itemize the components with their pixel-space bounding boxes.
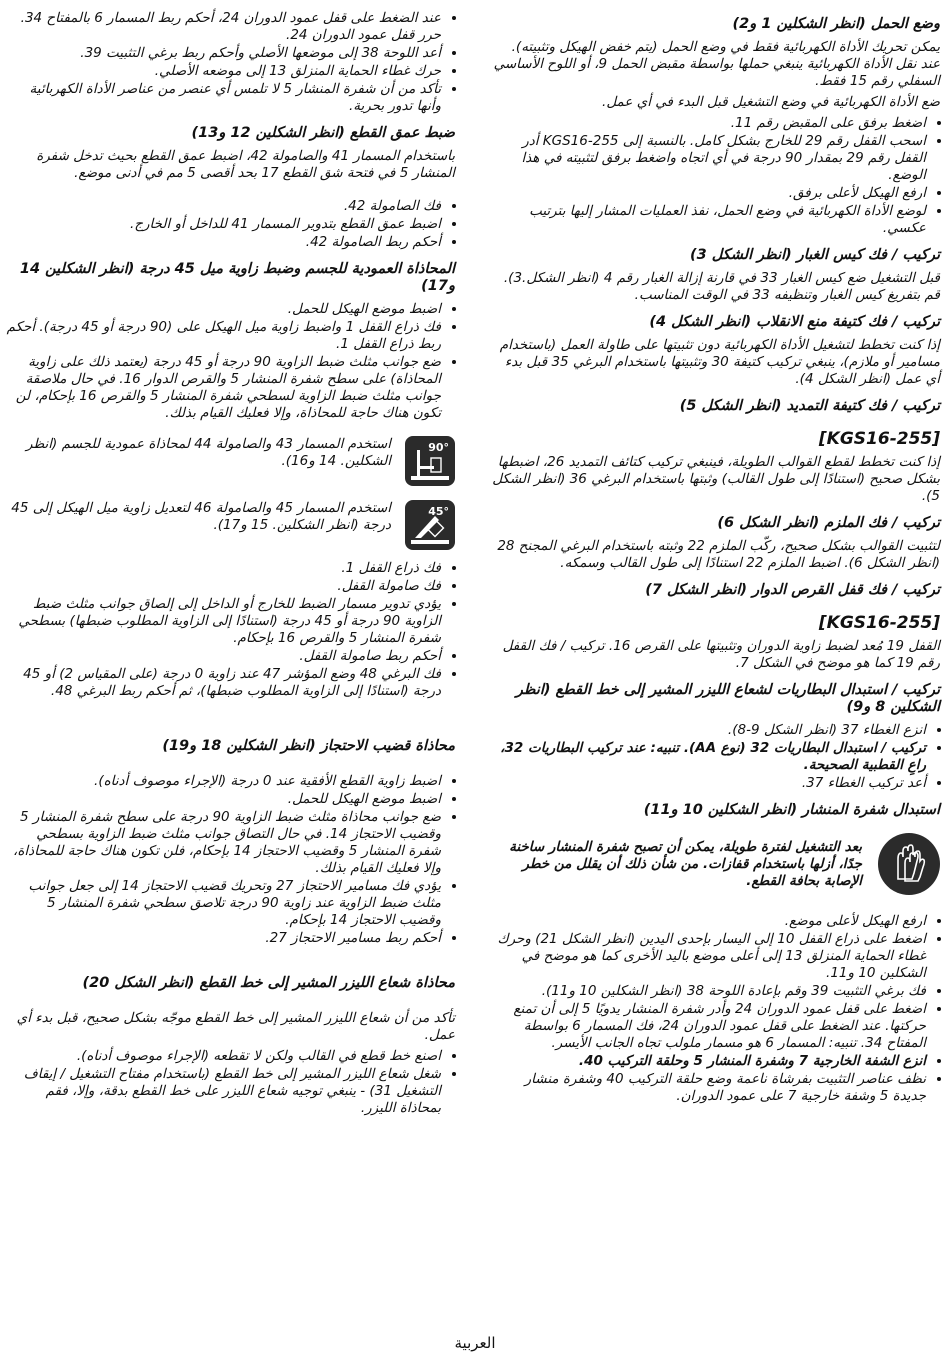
section-title-laser-alignment: محاذاة شعاع الليزر المشير إلى خط القطع (انظر الشكل 20) <box>82 975 455 991</box>
square-45-icon <box>405 500 455 550</box>
left-column <box>5 6 455 1123</box>
bullet-list <box>5 773 455 947</box>
section-title-transport: وضع الحمل (انظر الشكلين 1 و2) <box>732 16 940 32</box>
list-item: • لوضع الأداة الكهربائية في وضع الحمل، نفذ العمليات المشار إليها بترتيب عكسي. <box>490 203 926 237</box>
icon-label: 90° <box>428 441 449 454</box>
model-label: [KGS16-255] <box>818 429 940 449</box>
list-item: • فك ذراع القفل 1 واضبط زاوية ميل الهيكل على (90 درجة أو 45 درجة). أحكم ربط ذراع القفل 1. <box>5 319 441 353</box>
list-item: • نظف عناصر التثبيت بفرشاة ناعمة وضع حلقة التركيب 40 وشفرة منشار جديدة 5 وشفة خارجية 7 على عمود الدوران. <box>490 1071 926 1105</box>
list-item: • تركيب / استبدال البطاريات 32 (نوع AA). تنبيه: عند تركيب البطاريات 32، راعِ القطبية الصحيحة. <box>490 740 926 774</box>
section-title-turntable-lock: تركيب / فك قفل القرص الدوار (انظر الشكل 7) <box>645 582 940 598</box>
paragraph: باستخدام المسمار 41 والصامولة 42، اضبط عمق القطع بحيث تدخل شفرة المنشار 5 في فتحة شق القطع 17 بحد أقصى 5 مم في أدنى موضع. <box>36 148 455 181</box>
list-item: • أعد تركيب الغطاء 37. <box>490 775 926 792</box>
list-item: • عند الضغط على قفل عمود الدوران 24، أحكم ربط المسمار 6 بالمفتاح 34. حرر قفل عمود الدوران 24. <box>5 10 441 44</box>
list-item: • اصنع خط قطع في القالب ولكن لا تقطعه (الإجراء موصوف أدناه). <box>5 1048 441 1065</box>
bullet-list <box>5 198 455 251</box>
list-item: • أعد اللوحة 38 إلى موضعها الأصلي وأحكم ربط برغي التثبيت 39. <box>5 45 441 62</box>
list-item: • اضغط برفق على المقبض رقم 11. <box>490 115 926 132</box>
paragraph: قبل التشغيل ضع كيس الغبار 33 في قارنة إزالة الغبار رقم 4 (انظر الشكل.3). قم بتفريغ كيس الغبار وتنظيفه 33 في الوقت المناسب. <box>503 270 940 303</box>
right-column <box>490 6 940 1111</box>
model-label: [KGS16-255] <box>818 613 940 633</box>
section-title-fence-alignment: محاذاة قضيب الاحتجاز (انظر الشكلين 18 و19) <box>162 738 455 754</box>
list-item: • حرك غطاء الحماية المنزلق 13 إلى موضعه الأصلي. <box>5 63 441 80</box>
bullet-list <box>490 722 940 792</box>
section-title-extension: تركيب / فك كتيفة التمديد (انظر الشكل 5) <box>679 398 940 414</box>
bullet-list <box>5 560 455 700</box>
list-item: • فك برغي التثبيت 39 وقم بإعادة اللوحة 38 (انظر الشكلين 10 و11). <box>490 983 926 1000</box>
square-90-icon <box>405 436 455 486</box>
list-item: • انزع الشفة الخارجية 7 وشفرة المنشار 5 وحلقة التركيب 40. <box>490 1053 926 1070</box>
list-item: • اضبط موضع الهيكل للحمل. <box>5 791 441 808</box>
list-item: • فك صامولة القفل. <box>5 578 441 595</box>
list-item: • اضغط على قفل عمود الدوران 24 وأدر شفرة المنشار يدويًا 5 إلى أن تمنع حركتها. عند الضغط على قفل عمود الدوران 24، فك المسمار 6 بواسطة المفتاح 34. تنبيه: المسمار 6 هو مسمار ملولب تجاه الجانب الأيسر. <box>490 1001 926 1052</box>
section-title-clamp: تركيب / فك الملزم (انظر الشكل 6) <box>717 515 940 531</box>
list-item: • يؤدي فك مسامير الاحتجاز 27 وتحريك قضيب الاحتجاز 14 إلى جعل جوانب مثلث ضبط الزاوية عند زاوية 90 درجة تلاصق سطحي شفرة المنشار 5 وقضيب الاحتجاز 14 بإحكام. <box>5 878 441 929</box>
section-title-dust-bag: تركيب / فك كيس الغبار (انظر الشكل 3) <box>689 247 940 263</box>
list-item: • ارفع الهيكل لأعلى برفق. <box>490 185 926 202</box>
section-title-cut-depth: ضبط عمق القطع (انظر الشكلين 12 و13) <box>191 125 455 141</box>
list-item: • أحكم ربط الصامولة 42. <box>5 234 441 251</box>
list-item: • تأكد من أن شفرة المنشار 5 لا تلمس أي عنصر من عناصر الأداة الكهربائية وأنها تدور بحرية. <box>5 81 441 115</box>
list-item: • شغل شعاع الليزر المشير إلى خط القطع (باستخدام مفتاح التشغيل / إيقاف التشغيل 31) - ينبغي توجيه شعاع الليزر على خط القطع بدقة، وإلا، فقم بمحاذاة الليزر. <box>5 1066 441 1117</box>
icon-label: 45° <box>428 505 449 518</box>
paragraph: لتثبيت القوالب بشكل صحيح، ركّب الملزم 22 وثبته باستخدام البرغي المجنح 28 (انظر الشكل 6). اضبط الملزم 22 استنادًا إلى طول القالب وسمكه. <box>497 538 940 571</box>
bullet-list <box>5 10 455 115</box>
list-item: • أحكم ربط صامولة القفل. <box>5 648 441 665</box>
icon-row-90 <box>5 436 455 486</box>
section-title-anti-tip: تركيب / فك كتيفة منع الانقلاب (انظر الشكل 4) <box>649 314 940 330</box>
list-item: • أحكم ربط مسامير الاحتجاز 27. <box>5 930 441 947</box>
paragraph: القفل 19 مُعد لضبط زاوية الدوران وتثبيتها على القرص 16. تركيب / فك القفل رقم 19 كما هو موضح في الشكل 7. <box>502 638 940 671</box>
list-item: • ضع جوانب محاذاة مثلث ضبط الزاوية 90 درجة على سطح شفرة المنشار 5 وقضيب الاحتجاز 14. في حال التصاق جوانب مثلث ضبط الزاوية بسطحي شفرة المنشار 5 وقضيب الاحتجاز 14 بإحكام، فلن تكون هناك حاجة للمحاذاة، وإلا فعليك القيام بذلك. <box>5 809 441 877</box>
list-item: • فك الصامولة 42. <box>5 198 441 215</box>
warning-block <box>490 833 940 895</box>
bullet-list <box>490 913 940 1105</box>
bullet-list <box>5 1048 455 1117</box>
paragraph: إذا كنت تخطط لتشغيل الأداة الكهربائية دون تثبيتها على طاولة العمل (باستخدام مسامير أو ملازم)، ينبغي تركيب كتيفة 30 وتثبيتها باستخدام البرغي 35 قبل بدء أي عمل (انظر الشكل 4). <box>499 337 940 387</box>
paragraph: تأكد من أن شعاع الليزر المشير إلى خط القطع موجّه بشكل صحيح، قبل بدء أي عمل. <box>16 1010 455 1043</box>
list-item: • اضبط زاوية القطع الأفقية عند 0 درجة (الإجراء موصوف أدناه). <box>5 773 441 790</box>
icon-text: استخدم المسمار 43 والصامولة 44 لمحاذاة عمودية للجسم (انظر الشكلين. 14 و16). <box>26 436 391 469</box>
paragraph: يمكن تحريك الأداة الكهربائية فقط في وضع الحمل (يتم خفض الهيكل وتثبيته). عند نقل الأداة الكهربائية ينبغي حملها بواسطة مقبض الحمل 9، أو اللوح الأساسي السفلي رقم 15 فقط. <box>493 39 940 89</box>
section-title-blade-replacement: استبدال شفرة المنشار (انظر الشكلين 10 و11) <box>643 802 940 818</box>
icon-row-45 <box>5 500 455 550</box>
list-item: • يؤدي تدوير مسمار الضبط للخارج أو الداخل إلى إلصاق جوانب مثلث ضبط الزاوية 90 درجة أو 45 درجة (استنادًا إلى الزاوية المطلوب ضبطها) بسطحي شفرة المنشار 5 والقرص 16 بإحكام. <box>5 596 441 647</box>
list-item: • فك البرغي 48 وضع المؤشر 47 عند زاوية 0 درجة (على المقياس 2) أو 45 درجة (استنادًا إلى الزاوية المطلوب ضبطها)، ثم أحكم ربط البرغي 48. <box>5 666 441 700</box>
paragraph: إذا كنت تخطط لقطع القوالب الطويلة، فينبغي تركيب كتائف التمديد 26، اضبطها بشكل صحيح (استنادًا إلى طول القالب) وثبتها باستخدام البرغي 36 (انظر الشكل 5). <box>492 454 940 504</box>
gloves-icon <box>878 833 940 895</box>
page-footer-language: العربية <box>454 1334 496 1352</box>
list-item: • ضع جوانب مثلث ضبط الزاوية 90 درجة أو 45 درجة (يعتمد ذلك على زاوية المحاذاة) على سطح شفرة المنشار 5 والقرص الدوار 16. في حال ملاصقة جوانب مثلث ضبط الزاوية لسطحي شفرة المنشار 5 والقرص 16 بإحكام، لن تكون هناك حاجة للمحاذاة، وإلا فعليك القيام بذلك. <box>5 354 441 422</box>
bullet-list <box>490 115 940 237</box>
list-item: • اضبط عمق القطع بتدوير المسمار 41 للداخل أو الخارج. <box>5 216 441 233</box>
list-item: • فك ذراع القفل 1. <box>5 560 441 577</box>
list-item: • اسحب القفل رقم 29 للخارج بشكل كامل. بالنسبة إلى KGS16-255 أدر القفل رقم 29 بمقدار 90 درجة في أي اتجاه واضغط برفق لتثبيته في هذا الوضع. <box>490 133 926 184</box>
section-title-vertical-alignment: المحاذاة العمودية للجسم وضبط زاوية ميل 45 درجة (انظر الشكلين 14 و17) <box>19 261 455 294</box>
bullet-list <box>5 301 455 422</box>
section-title-batteries: تركيب / استبدال البطاريات لشعاع الليزر المشير إلى خط القطع (انظر الشكلين 8 و9) <box>515 682 940 715</box>
list-item: • انزع الغطاء 37 (انظر الشكل 9-8). <box>490 722 926 739</box>
list-item: • ارفع الهيكل لأعلى موضع. <box>490 913 926 930</box>
list-item: • اضبط موضع الهيكل للحمل. <box>5 301 441 318</box>
paragraph: ضع الأداة الكهربائية في وضع التشغيل قبل البدء في أي عمل. <box>602 94 940 110</box>
list-item: • اضغط على ذراع القفل 10 إلى اليسار بإحدى اليدين (انظر الشكل 21) وحرك غطاء الحماية المنزلق 13 إلى أعلى موضع باليد الأخرى كما هو موضح في الشكلين 10 و11. <box>490 931 926 982</box>
warning-text: بعد التشغيل لفترة طويلة، يمكن أن تصبح شفرة المنشار ساخنة جدًا، أزلها باستخدام قفازات. من شأن ذلك أن يقلل من خطر الإصابة بحافة القطع. <box>509 838 862 889</box>
icon-text: استخدم المسمار 45 والصامولة 46 لتعديل زاوية ميل الهيكل إلى 45 درجة (انظر الشكلين. 15 و17). <box>11 500 391 533</box>
